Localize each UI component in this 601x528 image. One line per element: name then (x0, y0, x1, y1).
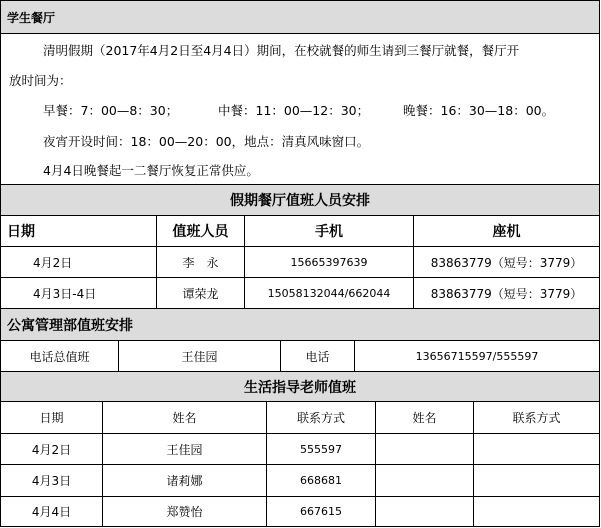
duty-mobile: 15665397639 (245, 247, 414, 277)
duty-person: 谭荣龙 (157, 278, 245, 308)
breakfast-hours: 早餐：7：00—8：30； (43, 103, 179, 118)
mentor-date: 4月2日 (1, 434, 103, 464)
mentor-contact: 668681 (267, 465, 376, 496)
duty-col-mobile: 手机 (245, 216, 414, 246)
mentor-col-contact-2: 联系方式 (512, 411, 561, 425)
mentor-col-date: 日期 (1, 402, 103, 433)
mentor-name-2 (376, 434, 474, 464)
mentor-row (0, 433, 600, 464)
duty-header-row (0, 215, 600, 246)
mentor-name: 郑赞怡 (103, 497, 267, 526)
duty-landline: 83863779（短号：3779） (430, 255, 583, 270)
duty-landline: 83863779（短号：3779） (430, 286, 583, 301)
apartment-row (0, 340, 600, 371)
mentor-contact-2 (474, 434, 599, 464)
resume-info: 4月4日晚餐起一二餐厅恢复正常供应。 (43, 163, 259, 178)
mentor-date: 4月4日 (1, 497, 103, 526)
mentor-contact-2 (474, 465, 599, 496)
duty-date: 4月2日 (1, 247, 157, 277)
duty-date: 4月3日-4日 (1, 278, 157, 308)
apartment-section-header (0, 308, 600, 340)
apartment-phone-label: 电话 (281, 341, 355, 371)
duty-person: 李 永 (157, 247, 245, 277)
dinner-hours: 晚餐：16：30—18：00。 (403, 103, 555, 118)
duty-col-landline: 座机 (492, 224, 521, 240)
mentor-title: 生活指导老师值班 (244, 379, 356, 396)
mentor-row (0, 496, 600, 527)
mentor-name: 王佳园 (103, 434, 267, 464)
apartment-name: 王佳园 (119, 341, 281, 371)
duty-row (0, 246, 600, 277)
mentor-date: 4月3日 (1, 465, 103, 496)
mentor-col-contact: 联系方式 (267, 402, 376, 433)
canteen-notice (0, 33, 600, 184)
mentor-name: 诸莉娜 (103, 465, 267, 496)
apartment-phone: 13656715597/555597 (415, 349, 539, 363)
mentor-name-2 (376, 465, 474, 496)
mentor-section-header (0, 371, 600, 401)
notice-line-2: 放时间为： (9, 73, 72, 88)
duty-row (0, 277, 600, 308)
mentor-row (0, 464, 600, 496)
duty-title: 假期餐厅值班人员安排 (230, 193, 370, 209)
mentor-col-name: 姓名 (103, 402, 267, 433)
canteen-section-header (0, 0, 600, 33)
notice-line-1: 清明假期（2017年4月2日至4月4日）期间，在校就餐的师生请到三餐厅就餐，餐厅开 (43, 43, 520, 58)
duty-section-header (0, 184, 600, 215)
duty-col-person: 值班人员 (157, 216, 245, 246)
duty-col-date: 日期 (1, 216, 157, 246)
mentor-contact-2 (474, 497, 599, 526)
mentor-contact: 667615 (267, 497, 376, 526)
mentor-name-2 (376, 497, 474, 526)
night-snack-info: 夜宵开设时间：18：00—20：00，地点：清真风味窗口。 (43, 134, 370, 149)
canteen-title: 学生餐厅 (7, 10, 56, 25)
mentor-col-name-2: 姓名 (376, 402, 474, 433)
apartment-label: 电话总值班 (1, 341, 119, 371)
duty-mobile: 15058132044/662044 (245, 278, 414, 308)
lunch-hours: 中餐：11：00—12：30； (218, 103, 370, 118)
mentor-contact: 555597 (267, 434, 376, 464)
apartment-title: 公寓管理部值班安排 (7, 317, 133, 334)
mentor-header-row (0, 401, 600, 433)
